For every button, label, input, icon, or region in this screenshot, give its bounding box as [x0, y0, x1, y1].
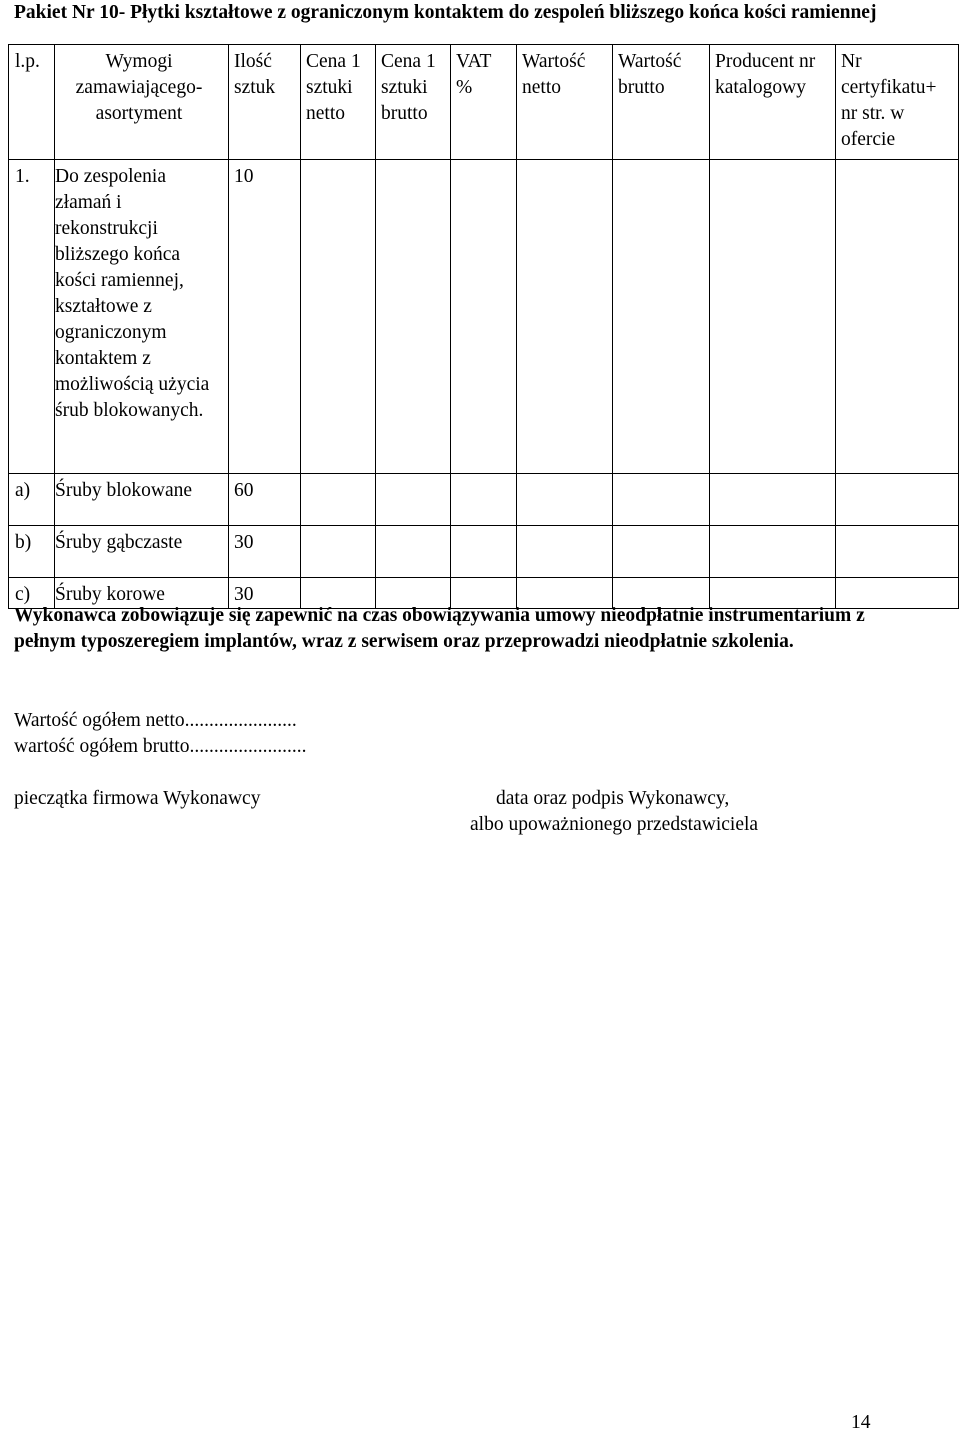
signature-line-1: data oraz podpis Wykonawcy,	[496, 788, 730, 809]
header-cena-netto: Cena 1 sztuki netto	[301, 45, 376, 160]
row-wartosc-netto-cell[interactable]	[517, 526, 613, 578]
row-cena-brutto-cell[interactable]	[376, 526, 451, 578]
header-ilosc: Ilość sztuk	[229, 45, 301, 160]
row-quantity: 30	[229, 526, 301, 578]
row-description: Do zespolenia złamań i rekonstrukcji bliższego końca kości ramiennej, kształtowe z ograniczonym kontaktem z możliwością użycia śrub blokowanych.	[55, 160, 229, 474]
row-producent-cell[interactable]	[710, 474, 836, 526]
company-stamp-label: pieczątka firmowa Wykonawcy	[14, 788, 261, 809]
signature-block	[470, 786, 870, 838]
row-cena-brutto-cell[interactable]	[376, 160, 451, 474]
table-row	[9, 526, 959, 578]
row-nr-certyfikatu-cell[interactable]	[836, 160, 959, 474]
row-vat-cell[interactable]	[451, 160, 517, 474]
row-wartosc-brutto-cell[interactable]	[613, 160, 710, 474]
header-wymogi: Wymogi zamawiającego-asortyment	[55, 45, 229, 160]
row-producent-cell[interactable]	[710, 160, 836, 474]
row-producent-cell[interactable]	[710, 526, 836, 578]
row-wartosc-netto-cell[interactable]	[517, 160, 613, 474]
row-description: Śruby korowe	[55, 578, 229, 609]
table-row	[9, 474, 959, 526]
document-title: Pakiet Nr 10- Płytki kształtowe z ograniczonym kontaktem do zespoleń bliższego końca kości ramiennej	[14, 2, 877, 23]
row-cena-netto-cell[interactable]	[301, 526, 376, 578]
row-quantity: 30	[229, 578, 301, 609]
table-header-row	[9, 45, 959, 160]
row-quantity: 60	[229, 474, 301, 526]
row-lp: b)	[9, 526, 55, 578]
row-vat-cell[interactable]	[451, 526, 517, 578]
row-lp: a)	[9, 474, 55, 526]
header-wartosc-netto: Wartość netto	[517, 45, 613, 160]
row-lp: 1.	[9, 160, 55, 474]
row-cena-netto-cell[interactable]	[301, 160, 376, 474]
total-brutto-line: wartość ogółem brutto........................	[14, 736, 307, 757]
row-cena-netto-cell[interactable]	[301, 474, 376, 526]
row-description: Śruby blokowane	[55, 474, 229, 526]
header-nr-certyfikatu: Nr certyfikatu+ nr str. w ofercie	[836, 45, 959, 160]
row-lp: c)	[9, 578, 55, 609]
header-vat: VAT %	[451, 45, 517, 160]
row-wartosc-netto-cell[interactable]	[517, 474, 613, 526]
contractor-obligation-note: Wykonawca zobowiązuje się zapewnić na czas obowiązywania umowy nieodpłatnie instrumentarium z pełnym typoszeregiem implantów, wraz z serwisem oraz przeprowadzi nieodpłatnie szkolenia.	[14, 605, 865, 652]
row-wartosc-brutto-cell[interactable]	[613, 526, 710, 578]
page-number: 14	[851, 1412, 871, 1433]
row-nr-certyfikatu-cell[interactable]	[836, 526, 959, 578]
table-row	[9, 160, 959, 474]
signature-line-2: albo upoważnionego przedstawiciela	[470, 814, 759, 835]
row-wartosc-brutto-cell[interactable]	[613, 474, 710, 526]
header-producent: Producent nr katalogowy	[710, 45, 836, 160]
totals-block	[14, 708, 306, 760]
header-cena-brutto: Cena 1 sztuki brutto	[376, 45, 451, 160]
header-lp: l.p.	[9, 45, 55, 160]
offer-table	[8, 44, 959, 609]
total-netto-line: Wartość ogółem netto.......................	[14, 710, 297, 731]
row-description: Śruby gąbczaste	[55, 526, 229, 578]
row-cena-brutto-cell[interactable]	[376, 474, 451, 526]
row-nr-certyfikatu-cell[interactable]	[836, 474, 959, 526]
row-vat-cell[interactable]	[451, 474, 517, 526]
row-quantity: 10	[229, 160, 301, 474]
header-wartosc-brutto: Wartość brutto	[613, 45, 710, 160]
